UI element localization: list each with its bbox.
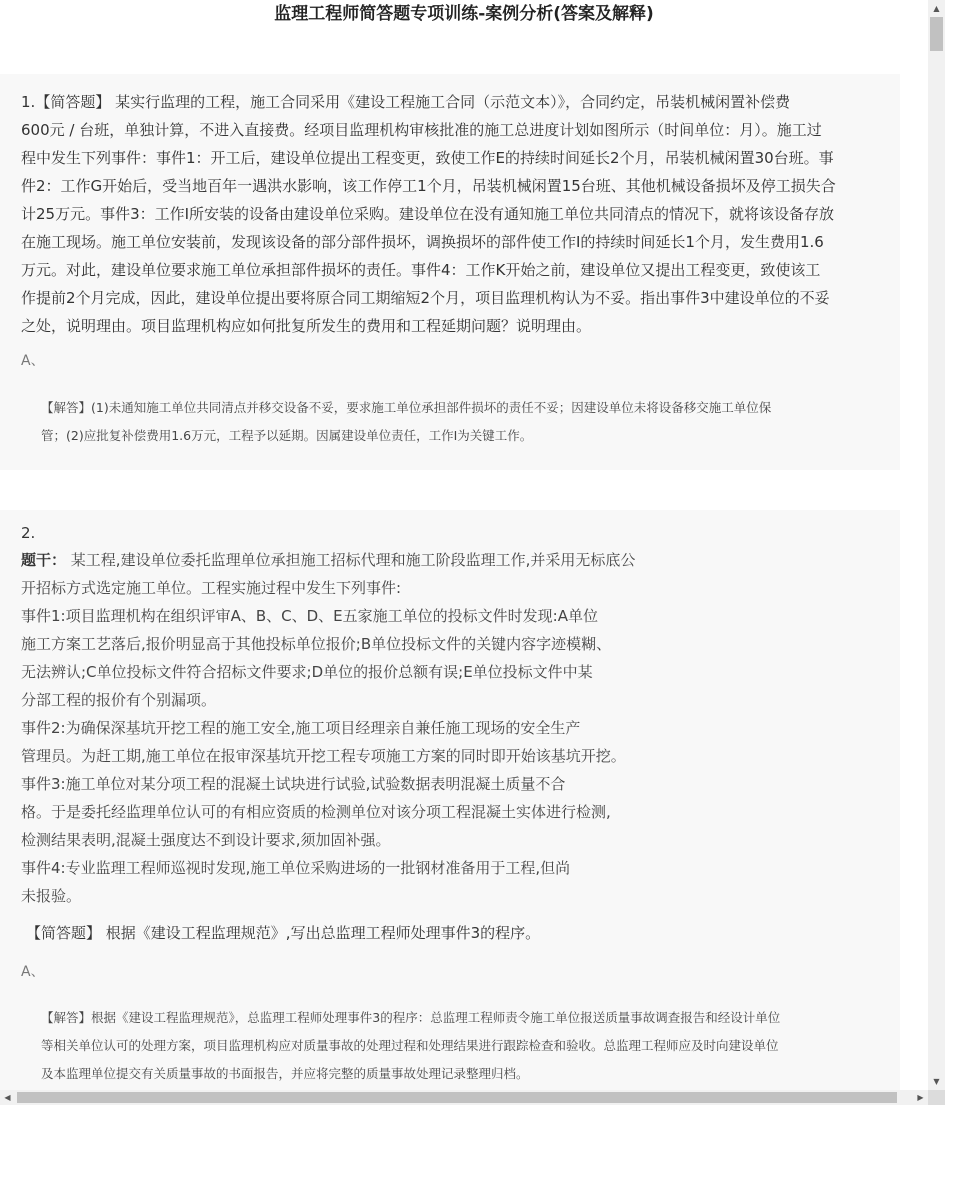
stem-line: 事件4:专业监理工程师巡视时发现,施工单位采购进场的一批钢材准备用于工程,但尚 bbox=[21, 859, 571, 877]
question-type-tag: 【简答题】 bbox=[35, 93, 111, 111]
stem-line: 事件3:施工单位对某分项工程的混凝土试块进行试验,试验数据表明混凝土质量不合 bbox=[21, 775, 566, 793]
question-card-2 bbox=[0, 510, 900, 1090]
question-1-number: 1. bbox=[21, 93, 36, 111]
stem-line: 管理员。为赶工期,施工单位在报审深基坑开挖工程专项施工方案的同时即开始该基坑开挖。 bbox=[21, 747, 626, 765]
answer-line: 【解答】根据《建设工程监理规范》，总监理工程师处理事件3的程序：总监理工程师责令施工单位报送质量事故调查报告和经设计单位 bbox=[41, 1010, 781, 1025]
question-1-line: 计25万元。事件3：工作I所安装的设备由建设单位采购。建设单位在没有通知施工单位共同清点的情况下，就将该设备存放 bbox=[21, 205, 835, 223]
page-title: 监理工程师简答题专项训练-案例分析(答案及解释) bbox=[274, 4, 654, 24]
sub-question-text: 根据《建设工程监理规范》,写出总监理工程师处理事件3的程序。 bbox=[105, 924, 541, 942]
sub-question bbox=[26, 922, 540, 943]
question-card-1 bbox=[0, 74, 900, 470]
stem-line-text: 某工程,建设单位委托监理单位承担施工招标代理和施工阶段监理工作,并采用无标底公 bbox=[70, 551, 636, 569]
stem-line: 分部工程的报价有个别漏项。 bbox=[21, 691, 217, 709]
stem-line: 格。于是委托经监理单位认可的有相应资质的检测单位对该分项工程混凝土实体进行检测, bbox=[21, 803, 611, 821]
scroll-left-arrow-icon[interactable]: ◀ bbox=[4, 1093, 11, 1102]
stem-line: 开招标方式选定施工单位。工程实施过程中发生下列事件: bbox=[21, 579, 402, 597]
scroll-down-arrow-icon[interactable]: ▼ bbox=[933, 1077, 940, 1086]
question-1-line-text: 某实行监理的工程，施工合同采用《建设工程施工合同（示范文本）》，合同约定，吊装机械闲置补偿费 bbox=[115, 93, 791, 111]
question-1-line: 万元。对此，建设单位要求施工单位承担部件损坏的责任。事件4：工作K开始之前，建设单位又提出工程变更，致使该工 bbox=[21, 261, 821, 279]
question-1-line-1 bbox=[21, 88, 889, 116]
answer-line: 等相关单位认可的处理方案，项目监理机构应对质量事故的处理过程和处理结果进行跟踪检查和验收。总监理工程师应及时向建设单位 bbox=[41, 1038, 779, 1053]
horizontal-scroll-thumb[interactable] bbox=[17, 1092, 897, 1103]
question-1-text bbox=[21, 88, 889, 340]
stem-line: 无法辨认;C单位投标文件符合招标文件要求;D单位的报价总额有误;E单位投标文件中某 bbox=[21, 663, 593, 681]
stem-line: 事件2:为确保深基坑开挖工程的施工安全,施工项目经理亲自兼任施工现场的安全生产 bbox=[21, 719, 581, 737]
answer-line: 管；(2)应批复补偿费用1.6万元，工程予以延期。因属建设单位责任，工作I为关键工作。 bbox=[41, 428, 533, 443]
question-1-line: 程中发生下列事件：事件1：开工后，建设单位提出工程变更，致使工作E的持续时间延长2个月，吊装机械闲置30台班。事 bbox=[21, 149, 834, 167]
scroll-right-arrow-icon[interactable]: ▶ bbox=[917, 1093, 924, 1102]
stem-line: 未报验。 bbox=[21, 887, 82, 905]
question-2-number: 2. bbox=[21, 524, 36, 542]
stem-label: 题干： bbox=[21, 551, 67, 569]
vertical-scroll-thumb[interactable] bbox=[930, 17, 943, 51]
stem-line: 事件1:项目监理机构在组织评审A、B、C、D、E五家施工单位的投标文件时发现:A单位 bbox=[21, 607, 598, 625]
vertical-scrollbar[interactable] bbox=[928, 0, 945, 1090]
question-type-tag: 【简答题】 bbox=[26, 924, 102, 942]
stem-line: 检测结果表明,混凝土强度达不到设计要求,须加固补强。 bbox=[21, 831, 391, 849]
scrollbar-corner bbox=[928, 1090, 945, 1105]
horizontal-scrollbar[interactable] bbox=[0, 1090, 928, 1105]
stem-line-1 bbox=[21, 546, 891, 574]
question-1-line: 件2：工作G开始后，受当地百年一遇洪水影响，该工作停工1个月，吊装机械闲置15台班、其他机械设备损坏及停工损失合 bbox=[21, 177, 836, 195]
answer-option-a[interactable]: A、 bbox=[21, 353, 45, 369]
answer-explanation-2 bbox=[41, 1004, 877, 1088]
question-1-line: 在施工现场。施工单位安装前，发现该设备的部分部件损坏，调换损坏的部件使工作I的持续时间延长1个月，发生费用1.6 bbox=[21, 233, 824, 251]
stem-line: 施工方案工艺落后,报价明显高于其他投标单位报价;B单位投标文件的关键内容字迹模糊、 bbox=[21, 635, 612, 653]
question-1-line: 作提前2个月完成，因此，建设单位提出要将原合同工期缩短2个月，项目监理机构认为不妥。指出事件3中建设单位的不妥 bbox=[21, 289, 830, 307]
answer-explanation-1 bbox=[41, 394, 877, 450]
scroll-up-arrow-icon[interactable]: ▲ bbox=[933, 4, 940, 13]
answer-option-a[interactable]: A、 bbox=[21, 964, 45, 980]
question-1-line: 600元 / 台班，单独计算，不进入直接费。经项目监理机构审核批准的施工总进度计划如图所示（时间单位：月）。施工过 bbox=[21, 121, 822, 139]
answer-line: 及本监理单位提交有关质量事故的书面报告，并应将完整的质量事故处理记录整理归档。 bbox=[41, 1066, 529, 1081]
answer-line: 【解答】(1)未通知施工单位共同清点并移交设备不妥，要求施工单位承担部件损坏的责任不妥；因建设单位未将设备移交施工单位保 bbox=[41, 400, 772, 415]
question-1-line: 之处，说明理由。项目监理机构应如何批复所发生的费用和工程延期问题？说明理由。 bbox=[21, 317, 592, 335]
question-2-stem bbox=[21, 546, 891, 910]
